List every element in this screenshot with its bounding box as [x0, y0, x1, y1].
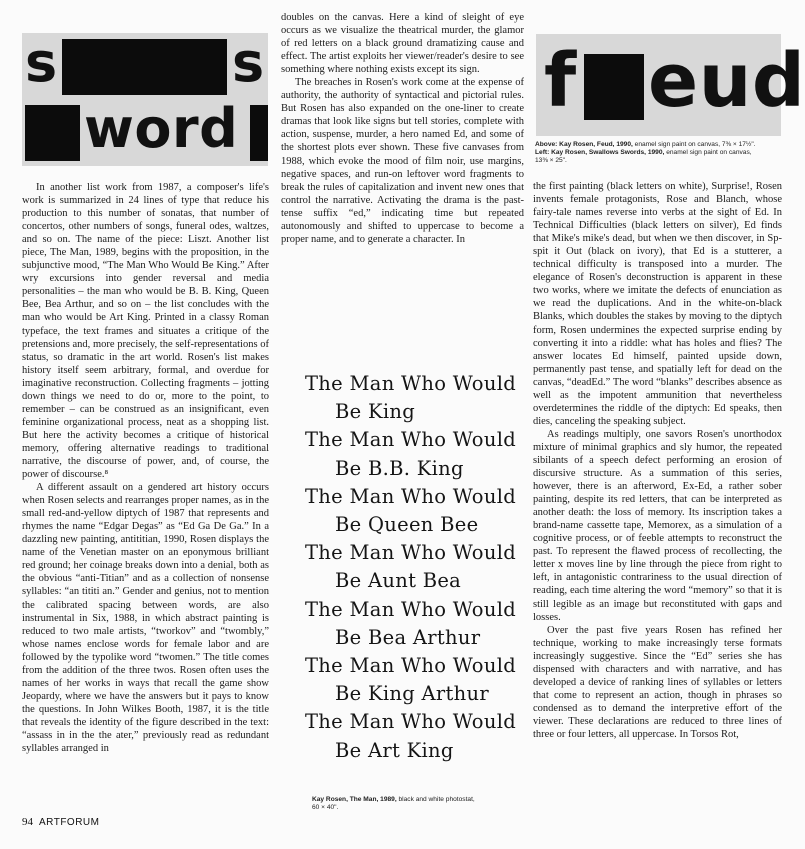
artwork-letter-s-left: s: [25, 31, 58, 94]
the-man-caption: [312, 796, 512, 812]
paragraph: A different assault on a gendered art history occurs when Rosen selects and rearranges proper names, as in the small red-and-yellow diptych of 1987 that represents and rhymes the name “Edgar Degas” as “Ed Ga De Ga.” In a dazzling new painting, antititian, 1990, Rosen displays the name of the Venetian master on an eponymous brilliant red ground; her coinage breaks down into a denial, both as the obvious “anti-Titian” and as a collection of nonsense syllables: “an tititi an.” Gender and genius, not to mention the calibrated spacing between words, are also instrumental in Six, 1988, in which abstract painting is reduced to two male artists, “tworkov” and “twombly,” whose names enclose words for female labor and are followed by the typolike word “twomen.” The title comes from the addition of the three twos. Rosen often uses the names of her works in ways that recall the game show Jeopardy, where we have the answers but it pays to know the questions. In John Wilkes Booth, 1987, it is the title that reveals the identity of the figure described in the text: “assass in in the the ater,” previously read as redundant syllables arranged in: [22, 482, 269, 755]
artwork-word: word: [84, 97, 239, 160]
feud-caption: [535, 141, 785, 166]
paragraph: In another list work from 1987, a composer's life's work is summarized in 24 lines of type that reduce his production to this number of sonatas, that number of concertos, other numbers of songs, funeral odes, waltzes, and so on. The name of the piece: Liszt. Another list piece, The Man, 1989, begins with the proposition, in the subjunctive mood, “The Man Who Would Be King.” After wry excursions into gender reversal and media personalities – the man who would be B. B. King, Queen Bee, Bea Arthur, and so on – the list concludes with the man who would be Art King. Printed in a classy Roman typeface, the text frames and situates a critique of the pretensions and, more precisely, the self-representations of status, so dramatic in the art world. Rosen's list makes history itself seem arbitrary, formal, and overdue for imaginative reconstruction. Collecting fragments – jotting down things we need to do or, more to the point, to remember – can be construed as an insignificant, even feminine organizational process, neat as a shopping list. But here the activity becomes a critique of historical memory, offering alternative readings to traditional narrative, the discourse of power, and, of course, the power of discourse.⁸: [22, 182, 269, 481]
photostat-line: The Man Who Would: [305, 484, 517, 508]
photostat-line: The Man Who Would: [305, 654, 517, 677]
caption-text-feud: enamel sign paint on canvas, 7⅜ × 17½".: [632, 141, 756, 148]
text-column-right: [533, 180, 782, 741]
text-column-middle: [281, 11, 524, 246]
artwork-letters-eud: eud: [648, 38, 805, 124]
caption-dimensions-man: 60 × 40".: [312, 804, 339, 812]
caption-title-feud: Above: Kay Rosen, Feud, 1990,: [535, 141, 633, 148]
photostat-line: The Man Who Would: [305, 372, 517, 395]
artwork-letter-f: f: [544, 38, 577, 124]
photostat-line: The Man Who Would: [305, 710, 517, 734]
photostat-line: Be Bea Arthur: [335, 625, 481, 649]
photostat-line: The Man Who Would: [305, 597, 517, 621]
the-man-photostat: [305, 372, 523, 788]
caption-dimensions-swallows: 13⅜ × 25".: [535, 157, 567, 165]
photostat-line: Be Queen Bee: [335, 513, 479, 536]
photostat-line: Be B.B. King: [335, 456, 464, 480]
black-block-top: [62, 39, 227, 95]
black-block-bottom-right: [250, 105, 268, 161]
magazine-name: ARTFORUM: [39, 817, 100, 828]
photostat-line: Be King: [335, 400, 416, 424]
text-column-left: [22, 181, 269, 755]
caption-text-man: black and white photostat,: [396, 796, 475, 803]
page-number: 94: [22, 816, 33, 828]
artwork-letter-s-right: s: [232, 31, 265, 94]
feud-artwork: [536, 34, 805, 136]
photostat-line: The Man Who Would: [305, 541, 517, 565]
black-block-bottom: [25, 105, 80, 161]
photostat-line: Be Aunt Bea: [335, 569, 462, 593]
photostat-line: The Man Who Would: [305, 428, 517, 452]
swallows-swords-artwork: [22, 33, 268, 166]
caption-title-swallows: Left: Kay Rosen, Swallows Swords, 1990,: [535, 149, 665, 157]
caption-title-man: Kay Rosen, The Man, 1989,: [312, 796, 397, 803]
black-block-feud: [584, 54, 644, 120]
paragraph: As readings multiply, one savors Rosen's unorthodox mixture of minimal graphics and sly humor, the repeated sibilants of a speech defect performing an erosion of discursive structure. As a summation of this series, however, there is an afterword, Ex-Ed, a rather sober painting, despite its red letters, that can be interpreted as another death: the loss of memory. Its inscription takes a brand-name cassette tape, Memorex, as a simulation of a cognitive process, or of feeble attempts to reconstruct the past. To represent the flawed process of recollecting, the letter x moves line by line through the piece from right to left, in antagonistic contrariness to the usual direction of reading, each time altering the word “memory” so that it is still legible as an image but reconstituted with gaps and losses.: [533, 428, 782, 623]
photostat-line: Be King Arthur: [335, 682, 489, 706]
page-footer: [22, 816, 99, 828]
caption-text-swallows: enamel sign paint on canvas,: [664, 149, 752, 157]
paragraph: doubles on the canvas. Here a kind of sleight of eye occurs as we visualize the theatrical murder, the glamor of red letters on a black ground dramatizing cause and effect. The artist exploits her viewer/reader's desire to see something where nothing exists except its sign.: [281, 12, 524, 76]
paragraph: Over the past five years Rosen has refined her technique, working to make increasingly terse formats increasingly suggestive. Since the “Ed” series she has dispensed with characters and with narrative, and has developed a device of ranking lines of syllables or letters that come to represent an action, though in phrases so condensed as to demand the interpretive effort of the viewer. These declarations are reduced to three lines of three or four letters, all uppercase. In Torsos Rot,: [533, 624, 782, 740]
photostat-line: Be Art King: [335, 738, 454, 762]
paragraph: The breaches in Rosen's work come at the expense of authority, the authority of syntactical and pictorial rules. But Rosen has also expanded on the one-liner to create dramas that look like signs but tell stories, complete with action, suspense, murder, a hero named Ed, and some of the shortest plots ever shown. These five canvases from 1988, which evoke the mood of film noir, use margins, negative spaces, and run-on leftover word fragments to break the rules of capitalization and invent new ones that control the narrative. Activating the drama is the past-tense suffix “ed,” indicating time but repeated autonomously and shifted to uppercase to become a proper name, and to generate a character. In: [281, 77, 524, 245]
paragraph: the first painting (black letters on white), Surprise!, Rosen invents female protagonists, Rose and Blanch, whose fairy-tale names reverse into verbs at the sight of Ed. In Technical Difficulties (black letters on silver), Ed finds that Mike's mike's dead, but when we then discover, in Sp-spit it Out (black on ivory), that Ed is a stutterer, a technical difficulty is transposed into a murder. The elegance of Rosen's deconstruction is apparent in these two works, where we imitate the defects of enunciation as we read the duplications. And in the white-on-black Blanks, which doubles the stakes by moving to the diptych form, Rosen undermines the expected surprise ending by converting it into a riddle: what has holes and flies? The answer locates Ed himself, painted upside down, permanently past tense, and spatially left for dead on the canvas, “deadEd.” The word “blanks” describes absence as well as the impotent ammunition that nevertheless overdetermines the riddle of the diptych: Ed speaks, then dies, canceling the speaking subject.: [533, 181, 782, 427]
